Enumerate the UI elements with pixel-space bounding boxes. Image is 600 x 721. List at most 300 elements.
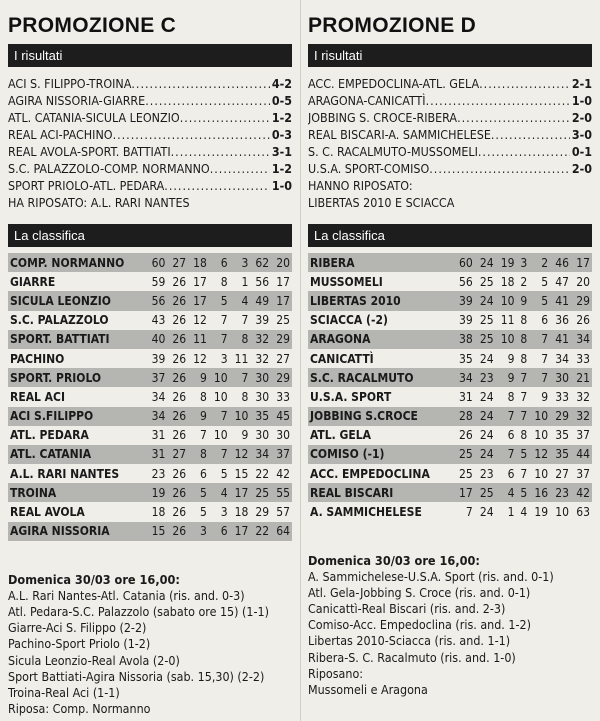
stat-cell: 17 [230,522,251,541]
stat-cell: 23 [147,464,168,483]
stat-cell: 27 [271,349,292,368]
stat-cell: 34 [550,349,571,368]
team-name: COMISO (-1) [308,445,454,464]
results-header: I risultati [308,44,592,67]
result-row [8,126,292,143]
stat-cell: 26 [167,368,188,387]
stat-cell: 25 [475,330,496,349]
stat-cell: 8 [230,330,251,349]
section-title: PROMOZIONE C [8,14,177,37]
stat-cell: 24 [475,349,496,368]
promozione-c-column [8,0,292,717]
result-match: JOBBING S. CROCE-RIBERA [308,110,458,125]
stat-cell: 17 [571,253,592,272]
stat-cell: 31 [454,387,475,406]
result-row [308,143,592,160]
result-match: REAL ACI-PACHINO [8,127,113,142]
stat-cell: 9 [496,349,517,368]
results-list [8,75,292,194]
stat-cell: 32 [571,387,592,406]
stat-cell: 8 [516,426,529,445]
stat-cell: 34 [147,387,168,406]
schedule-title: Domenica 30/03 ore 16,00: [308,552,480,568]
stat-cell: 39 [147,349,168,368]
stat-cell: 25 [250,483,271,502]
rest-notes [308,177,592,211]
stat-cell: 16 [529,483,550,502]
standings-row [308,387,592,406]
stat-cell: 35 [550,426,571,445]
standings-row [8,426,292,445]
stat-cell: 1 [230,272,251,291]
standings-table [8,253,292,541]
team-name: MUSSOMELI [308,272,454,291]
stat-cell: 8 [516,330,529,349]
stat-cell: 4 [496,483,517,502]
standings-row [8,253,292,272]
stat-cell: 49 [250,291,271,310]
stat-cell: 17 [188,291,209,310]
stat-cell: 25 [475,272,496,291]
stat-cell: 7 [209,311,230,330]
result-score: 1-2 [271,110,292,125]
standings-row [8,311,292,330]
stat-cell: 30 [271,426,292,445]
leader-dots [145,92,270,109]
stat-cell: 18 [230,502,251,521]
stat-cell: 26 [167,522,188,541]
stat-cell: 17 [454,483,475,502]
result-match: SPORT PRIOLO-ATL. PEDARA [8,178,165,193]
stat-cell: 29 [550,407,571,426]
standings-row [8,330,292,349]
result-row [8,143,292,160]
result-row [8,75,292,92]
result-match: AGIRA NISSORIA-GIARRE [8,93,146,108]
stat-cell: 6 [496,464,517,483]
stat-cell: 29 [271,368,292,387]
result-row [8,177,292,194]
team-name: LIBERTAS 2010 [308,291,454,310]
stat-cell: 29 [571,291,592,310]
team-name: TROINA [8,483,147,502]
stat-cell: 10 [209,426,230,445]
stat-cell: 11 [188,330,209,349]
stat-cell: 46 [550,253,571,272]
stat-cell: 17 [230,483,251,502]
stat-cell: 38 [454,330,475,349]
stat-cell: 28 [454,407,475,426]
stat-cell: 8 [209,272,230,291]
stat-cell: 3 [188,522,209,541]
stat-cell: 37 [147,368,168,387]
stat-cell: 6 [209,522,230,541]
standings-row [8,464,292,483]
stat-cell: 5 [188,483,209,502]
promozione-d-column [308,0,592,698]
stat-cell: 7 [529,349,550,368]
stat-cell: 57 [271,502,292,521]
team-name: U.S.A. SPORT [308,387,454,406]
stat-cell: 9 [496,368,517,387]
stat-cell: 9 [188,368,209,387]
team-name: ACC. EMPEDOCLINA [308,464,454,483]
stat-cell: 17 [271,272,292,291]
stat-cell: 26 [167,349,188,368]
stat-cell: 10 [550,502,571,521]
standings-row [8,387,292,406]
result-match: S. C. RACALMUTO-MUSSOMELI [308,144,478,159]
stat-cell: 33 [571,349,592,368]
result-row [8,160,292,177]
result-score: 0-1 [571,144,592,159]
stat-cell: 34 [250,445,271,464]
stat-cell: 60 [147,253,168,272]
stat-cell: 26 [167,272,188,291]
standings-table [308,253,592,522]
leader-dots [479,75,570,92]
team-name: REAL BISCARI [308,483,454,502]
result-match: REAL BISCARI-A. SAMMICHELESE [308,127,491,142]
stat-cell: 9 [230,426,251,445]
stat-cell: 26 [167,291,188,310]
stat-cell: 26 [571,311,592,330]
stat-cell: 22 [250,464,271,483]
stat-cell: 30 [550,368,571,387]
leader-dots [429,160,570,177]
stat-cell: 5 [529,291,550,310]
stat-cell: 9 [516,291,529,310]
stat-cell: 3 [230,253,251,272]
stat-cell: 35 [250,407,271,426]
schedule-item: Riposano: [308,665,364,681]
rest-note: LIBERTAS 2010 E SCIACCA [308,195,455,210]
stat-cell: 7 [230,311,251,330]
stat-cell: 41 [550,291,571,310]
standings-row [308,253,592,272]
stat-cell: 64 [271,522,292,541]
stat-cell: 8 [188,445,209,464]
stat-cell: 8 [496,387,517,406]
stat-cell: 19 [529,502,550,521]
team-name: RIBERA [308,253,454,272]
result-match: S.C. PALAZZOLO-COMP. NORMANNO [8,161,210,176]
stat-cell: 27 [167,253,188,272]
stat-cell: 3 [209,502,230,521]
stat-cell: 2 [516,272,529,291]
stat-cell: 25 [475,311,496,330]
team-name: ACI S.FILIPPO [8,407,147,426]
stat-cell: 7 [516,407,529,426]
result-row [308,109,592,126]
result-score: 4-2 [271,76,292,91]
leader-dots [113,126,270,143]
stat-cell: 30 [250,387,271,406]
standings-row [308,445,592,464]
stat-cell: 15 [230,464,251,483]
stat-cell: 35 [550,445,571,464]
stat-cell: 34 [454,368,475,387]
team-name: JOBBING S.CROCE [308,407,454,426]
standings-row [308,330,592,349]
stat-cell: 3 [209,349,230,368]
stat-cell: 19 [496,253,517,272]
standings-row [308,349,592,368]
schedule-item: Atl. Pedara-S.C. Palazzolo (sabato ore 15) (1-1) [8,604,269,620]
team-name: GIARRE [8,272,147,291]
leader-dots [171,143,270,160]
stat-cell: 39 [454,291,475,310]
stat-cell: 32 [250,330,271,349]
standings-row [308,483,592,502]
stat-cell: 31 [147,426,168,445]
result-row [308,160,592,177]
stat-cell: 26 [167,311,188,330]
result-score: 1-0 [271,178,292,193]
schedule-item: Mussomeli e Aragona [308,682,428,698]
team-name: A. SAMMICHELESE [308,502,454,521]
stat-cell: 37 [571,426,592,445]
team-name: SPORT. BATTIATI [8,330,147,349]
stat-cell: 18 [188,253,209,272]
schedule-title: Domenica 30/03 ore 16,00: [8,571,180,587]
stat-cell: 59 [147,272,168,291]
leader-dots [457,109,570,126]
schedule-item: Ribera-S. C. Racalmuto (ris. and. 1-0) [308,649,516,665]
stat-cell: 24 [475,502,496,521]
stat-cell: 20 [271,253,292,272]
stat-cell: 30 [250,368,271,387]
team-name: SPORT. PRIOLO [8,368,147,387]
stat-cell: 26 [167,387,188,406]
schedule-item: Riposa: Comp. Normanno [8,701,151,717]
stat-cell: 5 [516,483,529,502]
stat-cell: 34 [571,330,592,349]
stat-cell: 24 [475,445,496,464]
stat-cell: 24 [475,407,496,426]
team-name: CANICATTÌ [308,349,454,368]
standings-row [8,368,292,387]
stat-cell: 3 [516,253,529,272]
stat-cell: 6 [496,426,517,445]
stat-cell: 10 [529,426,550,445]
stat-cell: 7 [454,502,475,521]
results-list [308,75,592,177]
stat-cell: 56 [147,291,168,310]
stat-cell: 20 [571,272,592,291]
schedule-list [308,569,592,699]
stat-cell: 10 [230,407,251,426]
result-score: 3-0 [571,127,592,142]
result-match: ATL. CATANIA-SICULA LEONZIO [8,110,180,125]
team-name: REAL ACI [8,387,147,406]
team-name: ATL. CATANIA [8,445,147,464]
stat-cell: 7 [188,426,209,445]
stat-cell: 33 [550,387,571,406]
stat-cell: 56 [250,272,271,291]
stat-cell: 37 [271,445,292,464]
stat-cell: 15 [147,522,168,541]
section-title: PROMOZIONE D [308,14,477,37]
stat-cell: 27 [167,445,188,464]
stat-cell: 12 [529,445,550,464]
standings-row [308,464,592,483]
stat-cell: 7 [516,387,529,406]
stat-cell: 36 [550,311,571,330]
stat-cell: 10 [209,368,230,387]
team-name: S.C. PALAZZOLO [8,311,147,330]
schedule-item: Pachino-Sport Priolo (1-2) [8,636,151,652]
standings-header: La classifica [308,224,592,247]
stat-cell: 7 [209,445,230,464]
stat-cell: 30 [250,426,271,445]
result-score: 0-3 [271,127,292,142]
stat-cell: 43 [147,311,168,330]
stat-cell: 23 [475,464,496,483]
leader-dots [478,143,570,160]
leader-dots [426,92,570,109]
standings-row [8,407,292,426]
stat-cell: 40 [147,330,168,349]
rest-note: HANNO RIPOSATO: [308,178,413,193]
stat-cell: 7 [209,330,230,349]
stat-cell: 4 [516,502,529,521]
team-name: REAL AVOLA [8,502,147,521]
stat-cell: 26 [167,426,188,445]
stat-cell: 23 [475,368,496,387]
stat-cell: 7 [496,445,517,464]
team-name: SCIACCA (-2) [308,311,454,330]
result-row [308,126,592,143]
team-name: SICULA LEONZIO [8,291,147,310]
standings-row [308,502,592,521]
stat-cell: 60 [454,253,475,272]
standings-row [308,291,592,310]
standings-row [8,291,292,310]
result-score: 0-5 [271,93,292,108]
result-score: 2-1 [571,76,592,91]
result-match: REAL AVOLA-SPORT. BATTIATI [8,144,171,159]
stat-cell: 33 [271,387,292,406]
leader-dots [210,160,270,177]
result-row [8,109,292,126]
stat-cell: 26 [167,330,188,349]
standings-row [8,445,292,464]
result-match: ACI S. FILIPPO-TROINA [8,76,132,91]
stat-cell: 19 [147,483,168,502]
result-score: 2-0 [571,110,592,125]
stat-cell: 24 [475,426,496,445]
stat-cell: 7 [496,407,517,426]
stat-cell: 23 [550,483,571,502]
stat-cell: 56 [454,272,475,291]
result-score: 2-0 [571,161,592,176]
stat-cell: 26 [454,426,475,445]
team-name: A.L. RARI NANTES [8,464,147,483]
stat-cell: 41 [550,330,571,349]
team-name: ATL. GELA [308,426,454,445]
stat-cell: 25 [454,445,475,464]
stat-cell: 7 [529,330,550,349]
column-divider [300,0,301,721]
stat-cell: 7 [529,368,550,387]
stat-cell: 25 [475,483,496,502]
standings-row [8,272,292,291]
stat-cell: 42 [571,483,592,502]
schedule-item: Canicattì-Real Biscari (ris. and. 2-3) [308,601,506,617]
stat-cell: 32 [250,349,271,368]
rest-note: HA RIPOSATO: A.L. RARI NANTES [8,195,190,210]
stat-cell: 55 [271,483,292,502]
stat-cell: 35 [454,349,475,368]
standings-header: La classifica [8,224,292,247]
stat-cell: 7 [516,368,529,387]
stat-cell: 10 [209,387,230,406]
stat-cell: 63 [571,502,592,521]
stat-cell: 22 [250,522,271,541]
schedule-item: Sicula Leonzio-Real Avola (2-0) [8,652,180,668]
stat-cell: 5 [209,291,230,310]
standings-row [308,272,592,291]
result-match: ACC. EMPEDOCLINA-ATL. GELA [308,76,480,91]
stat-cell: 12 [188,311,209,330]
rest-notes [8,194,292,211]
stat-cell: 47 [550,272,571,291]
schedule-item: Sport Battiati-Agira Nissoria (sab. 15,30) (2-2) [8,668,265,684]
stat-cell: 18 [147,502,168,521]
stat-cell: 26 [167,407,188,426]
standings-row [308,311,592,330]
stat-cell: 2 [529,253,550,272]
stat-cell: 39 [454,311,475,330]
stat-cell: 9 [529,387,550,406]
stat-cell: 9 [188,407,209,426]
result-score: 3-1 [271,144,292,159]
team-name: S.C. RACALMUTO [308,368,454,387]
stat-cell: 6 [188,464,209,483]
stat-cell: 39 [250,311,271,330]
schedule-item: Atl. Gela-Jobbing S. Croce (ris. and. 0-1) [308,584,531,600]
standings-row [308,407,592,426]
result-match: ARAGONA-CANICATTÌ [308,93,426,108]
stat-cell: 34 [147,407,168,426]
results-header: I risultati [8,44,292,67]
stat-cell: 1 [496,502,517,521]
stat-cell: 17 [188,272,209,291]
stat-cell: 12 [230,445,251,464]
result-row [308,92,592,109]
stat-cell: 11 [496,311,517,330]
stat-cell: 10 [496,291,517,310]
stat-cell: 25 [271,311,292,330]
standings-row [8,483,292,502]
stat-cell: 5 [529,272,550,291]
stat-cell: 7 [516,464,529,483]
stat-cell: 11 [230,349,251,368]
stat-cell: 8 [516,311,529,330]
stat-cell: 8 [230,387,251,406]
schedule-list [8,588,292,718]
schedule-item: Giarre-Aci S. Filippo (2-2) [8,620,147,636]
team-name: AGIRA NISSORIA [8,522,147,541]
schedule-item: Comiso-Acc. Empedoclina (ris. and. 1-2) [308,617,531,633]
stat-cell: 45 [271,407,292,426]
leader-dots [164,177,270,194]
stat-cell: 62 [250,253,271,272]
stat-cell: 4 [209,483,230,502]
team-name: ATL. PEDARA [8,426,147,445]
stat-cell: 5 [516,445,529,464]
